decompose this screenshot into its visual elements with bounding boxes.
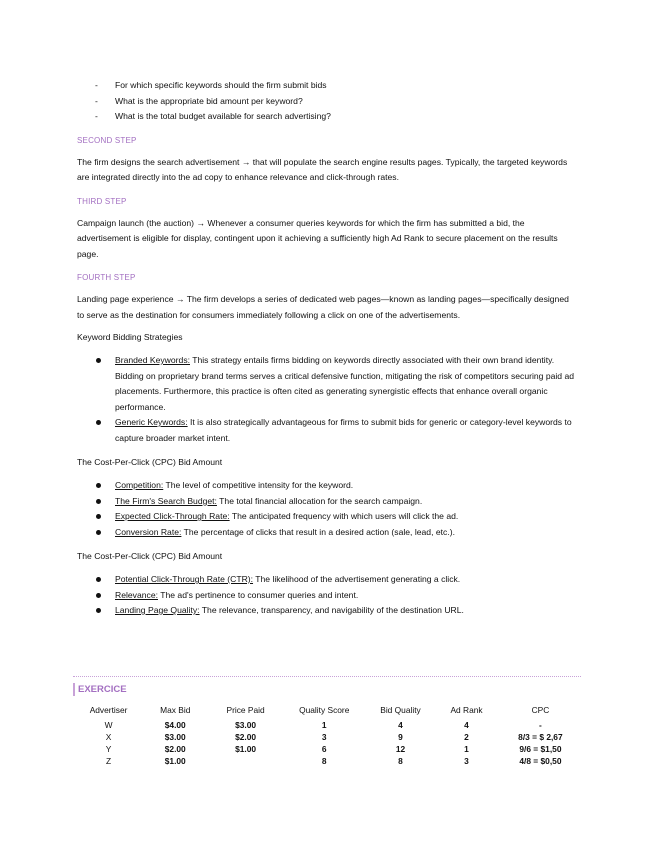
column-header: Bid Quality — [380, 705, 421, 715]
description: The total financial allocation for the search campaign. — [216, 495, 423, 506]
fourth-step-paragraph: Landing page experience → The firm develops a series of dedicated web pages—known as landing pages—specifically designed to serve as the destination for consumers immediately following a click on one of the advertisements. — [77, 294, 569, 320]
second-step-heading: SECOND STEP — [77, 135, 137, 145]
cpc-factors-list — [77, 478, 577, 540]
list-item — [77, 572, 577, 588]
table-cell — [210, 755, 280, 767]
strategies-heading: Keyword Bidding Strategies — [77, 332, 183, 342]
list-item — [77, 509, 577, 525]
strategies-list — [77, 353, 577, 446]
table-cell: $3.00 — [235, 719, 257, 730]
list-item — [77, 478, 577, 494]
description: This strategy entails firms bidding on keywords directly associated with their own brand identity. Bidding on proprietary brand terms serves a critical defensive function, mitigating the risk of competitors securing paid ad placements. Furthermore, this practice is often cited as generating synergistic effects that enhance overall organic performance. — [115, 355, 575, 412]
list-item — [77, 109, 577, 125]
column-header: Advertiser — [89, 705, 128, 715]
term: Conversion Rate: — [115, 526, 182, 537]
table-row — [77, 731, 581, 743]
exercise-table — [77, 703, 581, 768]
description: The anticipated frequency with which users will click the ad. — [229, 511, 459, 521]
list-item — [77, 94, 577, 110]
table-cell: $2.00 — [235, 731, 257, 742]
table-cell: 8 — [321, 756, 327, 767]
table-cell: 4/8 = $0,50 — [519, 756, 562, 767]
table-cell: 6 — [321, 744, 327, 755]
bullet-dot — [96, 483, 101, 488]
table-cell: $1.00 — [235, 744, 257, 755]
exercise-title: EXERCICE — [73, 683, 581, 696]
term: Branded Keywords: — [115, 355, 190, 365]
description: The ad's pertinence to consumer queries and intent. — [158, 589, 359, 600]
bullet-dot — [96, 530, 101, 535]
dash-bullet: - — [95, 80, 98, 90]
table-cell: 2 — [464, 731, 469, 742]
description: The level of competitive intensity for the keyword. — [163, 480, 354, 490]
description: The percentage of clicks that result in a desired action (sale, lead, etc.). — [181, 526, 455, 537]
description: It is also strategically advantageous for firms to submit bids for generic or category-level keywords to capture broader market intent. — [115, 417, 572, 443]
table-cell: 4 — [464, 719, 469, 730]
table-row — [77, 743, 581, 755]
table-row — [77, 755, 581, 767]
column-header: Ad Rank — [450, 705, 483, 715]
term: The Firm's Search Budget: — [115, 495, 217, 506]
third-step-paragraph: Campaign launch (the auction) → Whenever a consumer queries keywords for which the firm has submitted a bid, the advertisement is eligible for display, contingent upon it achieving a sufficiently high Ad Rank to secure placement on the results page. — [77, 217, 558, 259]
table-cell: 4 — [398, 719, 403, 730]
third-step-heading: THIRD STEP — [77, 196, 127, 206]
term: Landing Page Quality: — [115, 605, 200, 615]
exercise-section — [73, 676, 581, 767]
list-item — [77, 603, 577, 619]
term: Relevance: — [115, 589, 158, 600]
table-cell: $3.00 — [164, 731, 186, 742]
column-header: Max Bid — [160, 705, 191, 715]
description: The relevance, transparency, and navigability of the destination URL. — [199, 605, 464, 615]
second-step-paragraph: The firm designs the search advertisement → that will populate the search engine results pages. Typically, the targeted keywords are integrated directly into the ad copy to enhance relevance and click-through rates. — [77, 156, 568, 182]
list-item-text: What is the appropriate bid amount per keyword? — [115, 95, 303, 106]
column-header: CPC — [531, 705, 550, 715]
list-item — [77, 415, 577, 446]
column-header: Quality Score — [299, 705, 350, 715]
cpc-factors-heading: The Cost-Per-Click (CPC) Bid Amount — [77, 457, 223, 467]
table-cell: 9/6 = $1,50 — [519, 744, 562, 755]
cpc-quality-heading: The Cost-Per-Click (CPC) Bid Amount — [77, 551, 223, 561]
table-cell: W — [104, 719, 113, 730]
term: Generic Keywords: — [115, 417, 188, 427]
table-row — [77, 719, 581, 731]
table-cell: X — [105, 731, 112, 742]
dash-bullet: - — [95, 95, 98, 106]
list-item — [77, 588, 577, 604]
table-cell: $1.00 — [164, 756, 186, 767]
list-item — [77, 525, 577, 541]
bullet-dot — [96, 358, 101, 363]
bullet-dot — [96, 420, 101, 425]
term: Competition: — [115, 480, 164, 490]
fourth-step-heading: FOURTH STEP — [77, 273, 136, 282]
bullet-dot — [96, 608, 101, 613]
column-header: Price Paid — [226, 705, 265, 715]
table-cell: 1 — [464, 744, 469, 755]
document-body — [77, 78, 577, 629]
table-cell: $4.00 — [164, 719, 186, 730]
list-item — [77, 78, 577, 94]
table-cell: 3 — [464, 756, 469, 767]
table-cell: Y — [105, 744, 112, 755]
list-item-text: What is the total budget available for search advertising? — [115, 111, 331, 121]
bullet-dot — [96, 514, 101, 519]
bullet-dot — [96, 499, 101, 504]
table-cell: 8 — [398, 756, 403, 767]
table-cell: $2.00 — [164, 744, 186, 755]
table-cell: 8/3 = $ 2,67 — [518, 731, 563, 742]
list-item — [77, 353, 577, 415]
term: Expected Click-Through Rate: — [115, 511, 230, 521]
table-cell: - — [539, 719, 542, 730]
term: Potential Click-Through Rate (CTR): — [115, 574, 254, 584]
table-cell: 3 — [321, 731, 327, 742]
list-item — [77, 494, 577, 510]
bullet-dot — [96, 577, 101, 582]
cpc-quality-list — [77, 572, 577, 619]
list-item-text: For which specific keywords should the firm submit bids — [115, 80, 327, 90]
table-cell: 1 — [321, 719, 327, 730]
table-cell: 12 — [395, 744, 406, 755]
description: The likelihood of the advertisement generating a click. — [253, 574, 461, 584]
bullet-dot — [96, 593, 101, 598]
table-cell: 9 — [398, 731, 403, 742]
table-header-row — [77, 703, 581, 719]
dash-bullet: - — [95, 111, 98, 121]
intro-question-list — [77, 78, 577, 125]
table-cell: Z — [105, 756, 112, 767]
